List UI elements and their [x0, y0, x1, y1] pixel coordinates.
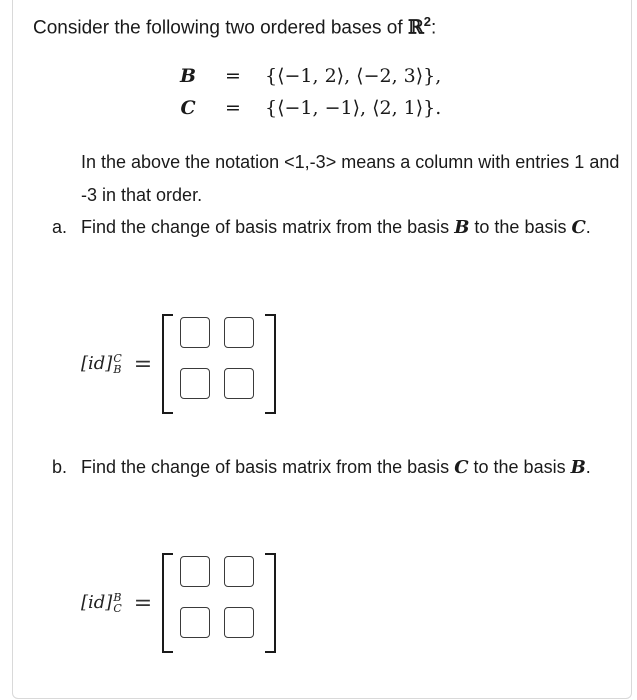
equals-sign: =: [133, 590, 153, 616]
matrix-b-cell-11[interactable]: [180, 556, 210, 587]
matrix-b-cell-12[interactable]: [224, 556, 254, 587]
equals-sign: =: [225, 97, 241, 119]
matrix-b: [162, 553, 276, 653]
equals-sign: =: [133, 351, 153, 377]
matrix-a-cell-21[interactable]: [180, 368, 210, 399]
part-a-prompt: Find the change of basis matrix from the basis B to the basis C.: [81, 217, 591, 238]
matrix-a-cell-12[interactable]: [224, 317, 254, 348]
matrix-b-cell-21[interactable]: [180, 607, 210, 638]
exponent: 2: [423, 14, 431, 29]
matrix-b-row: [81, 553, 276, 653]
basis-set: {⟨−1, 2⟩, ⟨−2, 3⟩},: [265, 65, 442, 87]
left-bracket: [162, 553, 173, 653]
equals-sign: =: [225, 65, 241, 87]
basis-definitions: [175, 60, 441, 124]
part-letter: a.: [52, 217, 68, 237]
left-bracket: [162, 314, 173, 414]
intro-text: Consider the following two ordered bases of ℝ$^2$:: [33, 14, 437, 39]
matrix-b-cell-22[interactable]: [224, 607, 254, 638]
notation-note: In the above the notation <1,-3> means a column with entries 1 and -3 in that order.: [81, 152, 620, 205]
matrix-a-cell-11[interactable]: [180, 317, 210, 348]
matrix-a-label: [id] C B: [81, 352, 122, 376]
question-part-b: [52, 451, 612, 484]
basis-name: C: [180, 97, 196, 119]
right-bracket: [265, 314, 276, 414]
part-letter: b.: [52, 457, 68, 477]
question-part-a: [52, 211, 612, 244]
matrix-a-cell-22[interactable]: [224, 368, 254, 399]
real-numbers-symbol: ℝ: [407, 16, 424, 39]
basis-name: B: [179, 65, 197, 87]
matrix-a: [162, 314, 276, 414]
basis-set: {⟨−1, −1⟩, ⟨2, 1⟩}.: [265, 97, 442, 119]
matrix-a-row: [81, 314, 276, 414]
basis-row-b: [175, 60, 441, 92]
basis-row-c: [175, 92, 441, 124]
part-b-prompt: Find the change of basis matrix from the basis C to the basis B.: [81, 457, 591, 478]
right-bracket: [265, 553, 276, 653]
matrix-b-label: [id] B C: [81, 591, 122, 615]
